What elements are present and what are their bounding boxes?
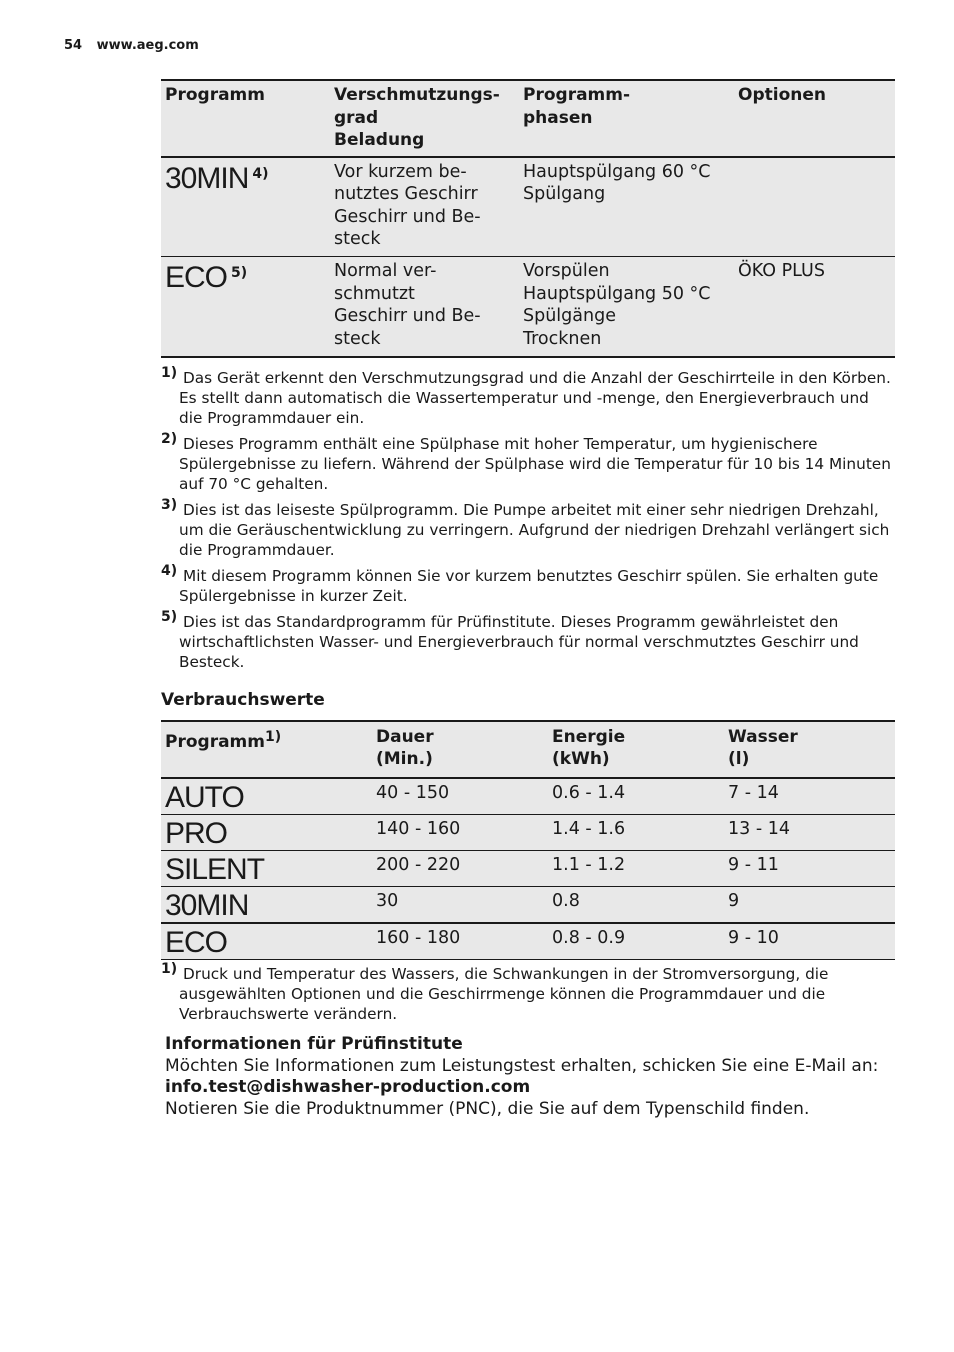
program-auto-symbol: AUTO — [161, 778, 372, 815]
footnote-text: Dieses Programm enthält eine Spülphase mit hoher Temperatur, um hygienischere Spülergebnisse zu liefern. Während der Spülphase wird die Temperatur für 10 bis 14 Minuten auf 70 °C gehalten. — [179, 435, 891, 493]
table-row — [161, 157, 895, 257]
footnote — [161, 497, 895, 560]
footnote — [161, 961, 895, 1024]
options-cell: ÖKO PLUS — [734, 257, 895, 357]
col-header-program: Programm$^{1)}$ — [161, 721, 372, 778]
table-row — [161, 923, 895, 960]
col-header-soil: Verschmutzungs- grad Beladung — [330, 80, 519, 157]
table-row — [161, 778, 895, 815]
options-cell — [734, 157, 895, 257]
footnote-ref: 1) — [264, 729, 282, 745]
section-title: Verbrauchswerte — [161, 690, 325, 710]
footnote-text: Druck und Temperatur des Wassers, die Schwankungen in der Stromversorgung, die ausgewählten Optionen und die Geschirrmenge können die Programmdauer und die Verbrauchswerte verändern. — [179, 965, 829, 1023]
consumption-table-header — [161, 721, 895, 778]
table-row — [161, 257, 895, 357]
website-link[interactable]: www.aeg.com — [96, 38, 199, 53]
duration-cell: 140 - 160 — [372, 815, 548, 851]
footnote — [161, 431, 895, 494]
program-cell — [161, 157, 330, 257]
col-header-phases: Programm- phasen — [519, 80, 734, 157]
duration-cell: 200 - 220 — [372, 851, 548, 887]
soil-cell: Vor kurzem be- nutztes Geschirr Geschirr und Be- steck — [330, 157, 519, 257]
program-silent-symbol: SILENT — [161, 851, 372, 887]
footnote-ref: 5) — [231, 265, 248, 281]
water-cell: 13 - 14 — [724, 815, 895, 851]
footnote — [161, 365, 895, 428]
energy-cell: 0.8 — [548, 887, 724, 924]
page-header — [64, 38, 199, 53]
program-30min-symbol: 30MIN — [161, 887, 372, 924]
footnote — [161, 563, 895, 606]
program-30min-symbol: 30MIN — [165, 161, 249, 195]
footnote-text: Mit diesem Programm können Sie vor kurzem benutztes Geschirr spülen. Sie erhalten gute Spülergebnisse in kurzer Zeit. — [179, 567, 879, 605]
program-footnotes — [161, 365, 895, 678]
table-row — [161, 887, 895, 924]
footnote-number: 4) — [161, 563, 178, 579]
consumption-table — [161, 720, 895, 960]
col-header-duration: Dauer (Min.) — [372, 721, 548, 778]
program-eco-symbol: ECO — [165, 261, 228, 294]
footnote-number: 5) — [161, 609, 178, 625]
footnote — [161, 609, 895, 672]
water-cell: 7 - 14 — [724, 778, 895, 815]
water-cell: 9 - 11 — [724, 851, 895, 887]
phases-cell: Hauptspülgang 60 °C Spülgang — [519, 157, 734, 257]
water-cell: 9 - 10 — [724, 923, 895, 960]
duration-cell: 160 - 180 — [372, 923, 548, 960]
phases-cell: Vorspülen Hauptspülgang 50 °C Spülgänge Trocknen — [519, 257, 734, 357]
footnote-number: 1) — [161, 961, 178, 977]
table-row — [161, 851, 895, 887]
soil-cell: Normal ver- schmutzt Geschirr und Be- steck — [330, 257, 519, 357]
info-title: Informationen für Prüfinstitute — [165, 1034, 463, 1054]
energy-cell: 0.8 - 0.9 — [548, 923, 724, 960]
col-header-options: Optionen — [734, 80, 895, 157]
footnote-number: 2) — [161, 431, 178, 447]
program-cell — [161, 257, 330, 357]
program-pro-symbol: PRO — [161, 815, 372, 851]
info-line: Notieren Sie die Produktnummer (PNC), die Sie auf dem Typenschild finden. — [165, 1098, 810, 1119]
footnote-number: 1) — [161, 365, 178, 381]
footnote-number: 3) — [161, 497, 178, 513]
col-header-energy: Energie (kWh) — [548, 721, 724, 778]
table-row — [161, 815, 895, 851]
footnote-text: Das Gerät erkennt den Verschmutzungsgrad und die Anzahl der Geschirrteile in den Körben. Es stellt dann automatisch die Wassertemperatur und -menge, den Energieverbrauch und die Programmdauer ein. — [179, 369, 891, 427]
email-address[interactable]: info.test@dishwasher-production.com — [165, 1077, 531, 1097]
consumption-footnotes — [161, 961, 895, 1030]
col-header-water: Wasser (l) — [724, 721, 895, 778]
test-institute-info — [165, 1034, 878, 1120]
duration-cell: 40 - 150 — [372, 778, 548, 815]
program-table — [161, 79, 895, 358]
energy-cell: 0.6 - 1.4 — [548, 778, 724, 815]
footnote-text: Dies ist das Standardprogramm für Prüfinstitute. Dieses Programm gewährleistet den wirtschaftlichsten Wasser- und Energieverbrauch für normal verschmutztes Geschirr und Besteck. — [179, 613, 859, 671]
info-line: Möchten Sie Informationen zum Leistungstest erhalten, schicken Sie eine E-Mail an: — [165, 1055, 879, 1076]
footnote-ref: 4) — [252, 165, 269, 182]
col-header-program: Programm — [161, 80, 330, 157]
energy-cell: 1.1 - 1.2 — [548, 851, 724, 887]
program-table-header — [161, 80, 895, 157]
program-eco-symbol: ECO — [161, 923, 372, 960]
water-cell: 9 — [724, 887, 895, 924]
duration-cell: 30 — [372, 887, 548, 924]
footnote-text: Dies ist das leiseste Spülprogramm. Die Pumpe arbeitet mit einer sehr niedrigen Drehzahl, um die Geräuschentwicklung zu verringern. Aufgrund der niedrigen Drehzahl verlängert sich die Programmdauer. — [179, 501, 890, 559]
page-number: 54 — [64, 38, 83, 53]
energy-cell: 1.4 - 1.6 — [548, 815, 724, 851]
